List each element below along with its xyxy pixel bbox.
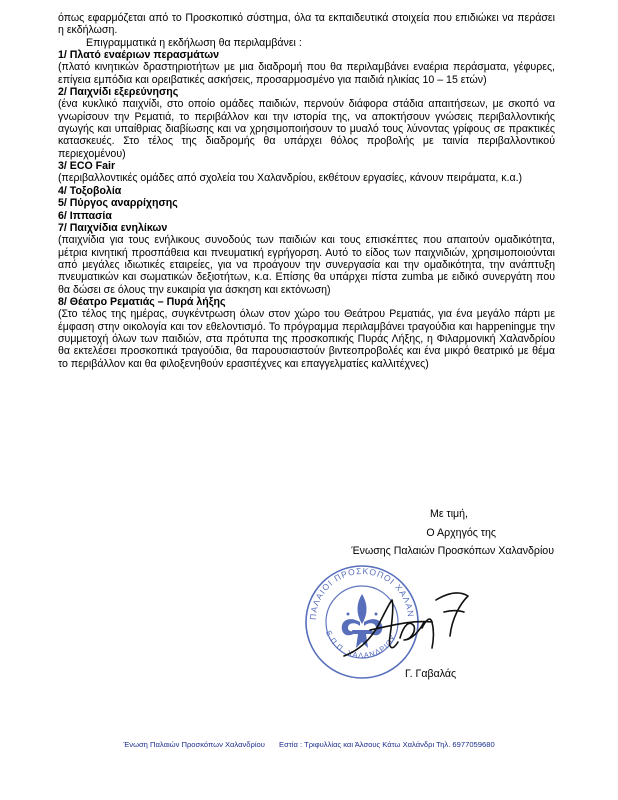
intro-summary: Επιγραμματικά η εκδήλωση θα περιλαμβάνει : (86, 36, 302, 49)
item-title: 1/ Πλατό εναέριων περασμάτων (58, 49, 220, 62)
page-footer (0, 739, 618, 751)
item-title: 2/ Παιχνίδι εξερεύνησης (58, 86, 179, 99)
item-description: (Στο τέλος της ημέρας, συγκέντρωση όλων στον χώρο του Θεάτρου Ρεματιάς, για ένα μεγάλο πάρτι με έμφαση στην οικολογία και τον εθελοντισμό. Το πρόγραμμα περιλαμβάνει τραγούδια και happeningμε την συμμετοχή όλων των παιδιών, στα πρότυπα της προσκοπικής Πυράς Λήξης, η Φιλαρμονική Χαλανδρίου θα εκτελέσει προσκοπικά τραγούδια, θα παρουσιαστούν βιντεοπροβολές και ένα μικρό θεατρικό με θέμα το περιβάλλον και θα φιλοξενηθούν ερασιτέχνες και επαγγελματίες καλλιτέχνες) (58, 308, 555, 370)
item-description: (πλατό κινητικών δραστηριοτήτων με μια διαδρομή που θα περιλαμβάνει εναέρια περάσματα, γέφυρες, επίγεια εμπόδια και ορειβατικές ασκήσεις, προσαρμοσμένο για παιδιά ηλικίας 10 – 15 ετών) (58, 61, 555, 86)
item-title: 6/ Ιππασία (58, 209, 112, 222)
svg-text:Ε.Π.Π. ΧΑΛΑΝΔΡΙΟΥ: Ε.Π.Π. ΧΑΛΑΝΔΡΙΟΥ (324, 629, 399, 660)
item-description: (ένα κυκλικό παιχνίδι, στο οποίο ομάδες παιδιών, περνούν διάφορα στάδια απαιτήσεων, με σκοπό να γνωρίσουν την Ρεματιά, το περιβάλλον και την ιστορία της, να αποκτήσουν γνώσεις περιβαλλοντικής αγωγής και υπαίθριας διαβίωσης και να χρησιμοποιήσουν το μυαλό τους λύνοντας γρίφους σε πρακτικές κατασκευές. Στο τέλος της διαδρομής θα υπάρχει θόλος προβολής με ταινία περιβαλλοντικού περιεχομένου) (58, 98, 555, 160)
closing-block (58, 505, 554, 561)
footer-organization: Ένωση Παλαιών Προσκόπων Χαλανδρίου (123, 740, 265, 749)
item-title: 7/ Παιχνίδια ενηλίκων (58, 221, 168, 234)
footer-address: Εστία : Τριφυλλίας και Άλσους Κάτω Χαλάνδρι Τηλ. 6977059680 (279, 740, 495, 749)
item-title: 3/ ECO Fair (58, 160, 116, 173)
closing-salutation: Με τιμή, (430, 508, 468, 520)
item-title: 8/ Θέατρο Ρεματιάς – Πυρά λήξης (58, 295, 226, 308)
item-title: 4/ Τοξοβολία (58, 184, 122, 197)
item-description: (παιχνίδια για τους ενήλικους συνοδούς των παιδιών και τους επισκέπτες που απαιτούν ομαδικότητα, μέτρια κινητική προσπάθεια και πνευματική εγρήγορση. Αυτό το είδος των παιχνιδιών, χρησιμοποιούνται από μεγάλες ιδιωτικές εταιρείες, για να προάγουν την συνεργασία και την ομαδικότητα, την ανάπτυξη πνευματικών και σωματικών δεξιοτήτων, κ.α. Επίσης θα υπάρχει πίστα zumba με ειδικό συνεργάτη που θα δώσει σε όλους την ευκαιρία για άσκηση και εκτόνωση) (58, 234, 555, 296)
signature-name: Γ. Γαβαλάς (405, 668, 457, 680)
item-title: 5/ Πύργος αναρρίχησης (58, 197, 178, 210)
document-body (58, 12, 555, 370)
closing-role: Ο Αρχηγός της (426, 526, 496, 539)
intro-paragraph: όπως εφαρμόζεται από το Προσκοπικό σύστημα, όλα τα εκπαιδευτικά στοιχεία που επιδιώκει να περάσει η εκδήλωση. (58, 12, 555, 37)
item-description: (περιβαλλοντικές ομάδες από σχολεία του Χαλανδρίου, εκθέτουν εργασίες, κάνουν πειράματα, κ.α.) (58, 172, 523, 185)
closing-organization: Ένωσης Παλαιών Προσκόπων Χαλανδρίου (351, 545, 554, 557)
svg-text:ΠΑΛΑΙΟΙ ΠΡΟΣΚΟΠΟΙ ΧΑΛΑΝΔΡΙΟΥ: ΠΑΛΑΙΟΙ ΠΡΟΣΚΟΠΟΙ ΧΑΛΑΝ (307, 565, 417, 621)
